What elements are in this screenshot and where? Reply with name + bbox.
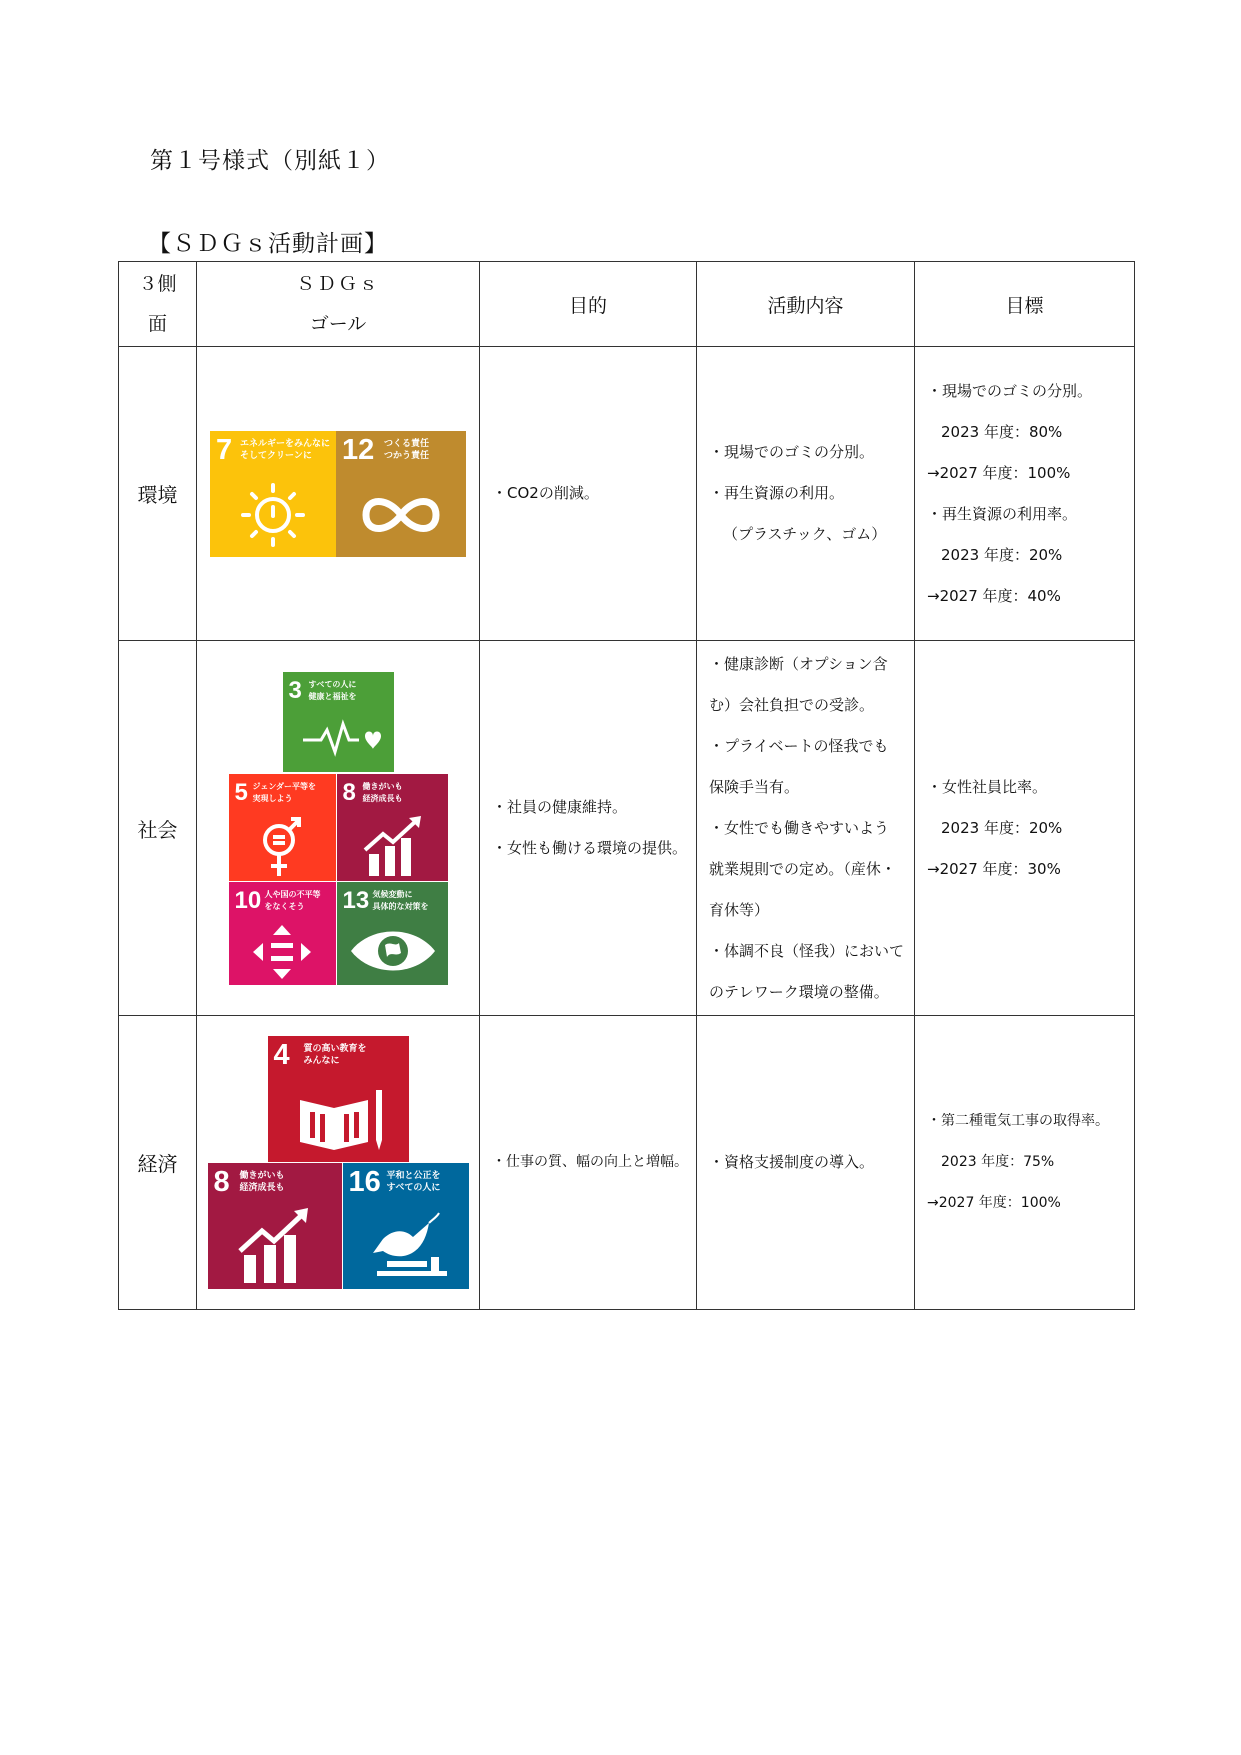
sdgs-plan-table: [118, 261, 1135, 1310]
goal-label: つくる責任 つかう責任: [384, 438, 430, 461]
goal-number: 12: [342, 433, 375, 466]
equality-arrows-icon: [229, 913, 336, 985]
header-activity: 活動内容: [697, 262, 915, 347]
sdg-goal-7-tile: [210, 431, 336, 557]
activity-cell: [697, 641, 915, 1016]
dove-gavel-icon: [343, 1199, 469, 1289]
sun-power-icon: [210, 467, 336, 557]
header-aspect-line: ３側: [138, 273, 177, 295]
document-title: 【ＳＤＧｓ活動計画】: [148, 231, 388, 257]
row-economy: [119, 1016, 1135, 1310]
target-cell: [915, 347, 1135, 641]
purpose-line: ・仕事の質、幅の向上と増幅。: [492, 1154, 688, 1170]
goal-number: 16: [348, 1166, 381, 1198]
activity-line: 就業規則での定め。（産休・: [709, 859, 896, 878]
sdg-goal-13-tile: [337, 882, 448, 985]
growth-chart-icon: [208, 1199, 342, 1289]
activity-line: ・再生資源の利用。: [709, 484, 845, 502]
goal-icons: [197, 431, 479, 557]
form-number: 第１号様式（別紙１）: [150, 148, 390, 174]
goal-label: 平和と公正を すべての人に: [386, 1171, 441, 1193]
growth-chart-icon: [337, 806, 448, 881]
earth-eye-icon: [337, 913, 448, 985]
target-cell: [915, 641, 1135, 1016]
header-aspect: [119, 262, 197, 347]
target-line: ・現場でのゴミの分別。: [927, 381, 1093, 400]
sdg-goal-5-tile: [229, 774, 336, 881]
activity-line: ・現場でのゴミの分別。: [709, 443, 875, 461]
activity-line: のテレワーク環境の整備。: [709, 982, 889, 1001]
sdg-goal-4-tile: [268, 1036, 409, 1162]
target-line: →2027 年度：100%: [927, 1195, 1061, 1211]
aspect-cell: 経済: [119, 1016, 197, 1310]
goal-number: 10: [234, 886, 262, 914]
activity-line: む）会社負担での受診。: [709, 695, 875, 714]
aspect-cell: 社会: [119, 641, 197, 1016]
activity-cell: [697, 1016, 915, 1310]
activity-line: ・健康診断（オプション含: [709, 654, 888, 673]
goal-label: 気候変動に 具体的な対策を: [372, 889, 429, 911]
activity-line: 育休等）: [709, 900, 770, 919]
aspect-cell: 環境: [119, 347, 197, 641]
goal-number: 13: [342, 886, 370, 914]
sdg-goal-12-tile: [336, 431, 466, 557]
target-line: 2023 年度：80%: [941, 422, 1063, 441]
target-line: 2023 年度：75%: [941, 1154, 1055, 1170]
target-cell: [915, 1016, 1135, 1310]
target-line: ・第二種電気工事の取得率。: [927, 1113, 1109, 1129]
goal-label: すべての人に 健康と福祉を: [308, 679, 357, 701]
header-goals-line: ゴール: [309, 313, 367, 335]
target-line: 2023 年度：20%: [941, 818, 1063, 837]
goal-label: エネルギーをみんなに そしてクリーンに: [240, 438, 331, 461]
goals-cell: [197, 641, 480, 1016]
sdg-goal-10-tile: [229, 882, 336, 985]
gender-equality-icon: [229, 806, 336, 881]
goals-cell: [197, 347, 480, 641]
activity-line: ・女性でも働きやすいよう: [709, 818, 890, 837]
purpose-cell: [480, 641, 697, 1016]
activity-line: ・資格支援制度の導入。: [709, 1153, 875, 1171]
goal-label: 人や国の不平等 をなくそう: [264, 889, 321, 911]
goal-number: 7: [216, 433, 233, 466]
activity-line: 保険手当有。: [709, 777, 800, 796]
target-line: 2023 年度：20%: [941, 545, 1063, 564]
row-environment: [119, 347, 1135, 641]
goal-number: 8: [342, 778, 356, 806]
purpose-cell: [480, 347, 697, 641]
purpose-line: ・社員の健康維持。: [492, 798, 628, 816]
goal-number: 4: [273, 1039, 290, 1071]
goal-number: 3: [288, 676, 302, 704]
goal-number: 8: [213, 1166, 230, 1198]
header-row: [119, 262, 1135, 347]
activity-line: ・プライベートの怪我でも: [709, 736, 889, 755]
heartbeat-icon: [283, 702, 394, 772]
goal-label: 質の高い教育を みんなに: [303, 1044, 367, 1066]
goals-cell: [197, 1016, 480, 1310]
header-goals-line: ＳＤＧｓ: [295, 273, 380, 295]
row-society: [119, 641, 1135, 1016]
header-goals: [197, 262, 480, 347]
goal-label: ジェンダー平等を 実現しよう: [252, 781, 317, 803]
target-line: →2027 年度：100%: [927, 463, 1071, 482]
header-aspect-line: 面: [147, 313, 167, 335]
sdg-goal-8-tile: [337, 774, 448, 881]
goal-number: 5: [234, 778, 248, 806]
header-target: 目標: [915, 262, 1135, 347]
infinity-icon: [336, 467, 466, 557]
activity-line: ・体調不良（怪我）において: [709, 941, 905, 960]
sdg-goal-8-tile: [208, 1163, 342, 1289]
activity-line: （プラスチック、ゴム）: [723, 525, 887, 543]
goal-icons: [197, 1036, 479, 1289]
purpose-line: ・女性も働ける環境の提供。: [492, 839, 688, 857]
target-line: ・女性社員比率。: [927, 777, 1048, 796]
activity-cell: [697, 347, 915, 641]
sdg-goal-3-tile: [283, 672, 394, 772]
goal-label: 働きがいも 経済成長も: [362, 781, 403, 803]
book-pencil-icon: [268, 1072, 409, 1162]
sdg-goal-16-tile: [343, 1163, 469, 1289]
target-line: ・再生資源の利用率。: [927, 504, 1078, 523]
header-purpose: 目的: [480, 262, 697, 347]
purpose-line: ・CO2の削減。: [492, 484, 599, 502]
goal-label: 働きがいも 経済成長も: [239, 1171, 285, 1193]
purpose-cell: [480, 1016, 697, 1310]
goal-icons: [197, 672, 479, 985]
target-line: →2027 年度：30%: [927, 859, 1061, 878]
target-line: →2027 年度：40%: [927, 586, 1061, 605]
